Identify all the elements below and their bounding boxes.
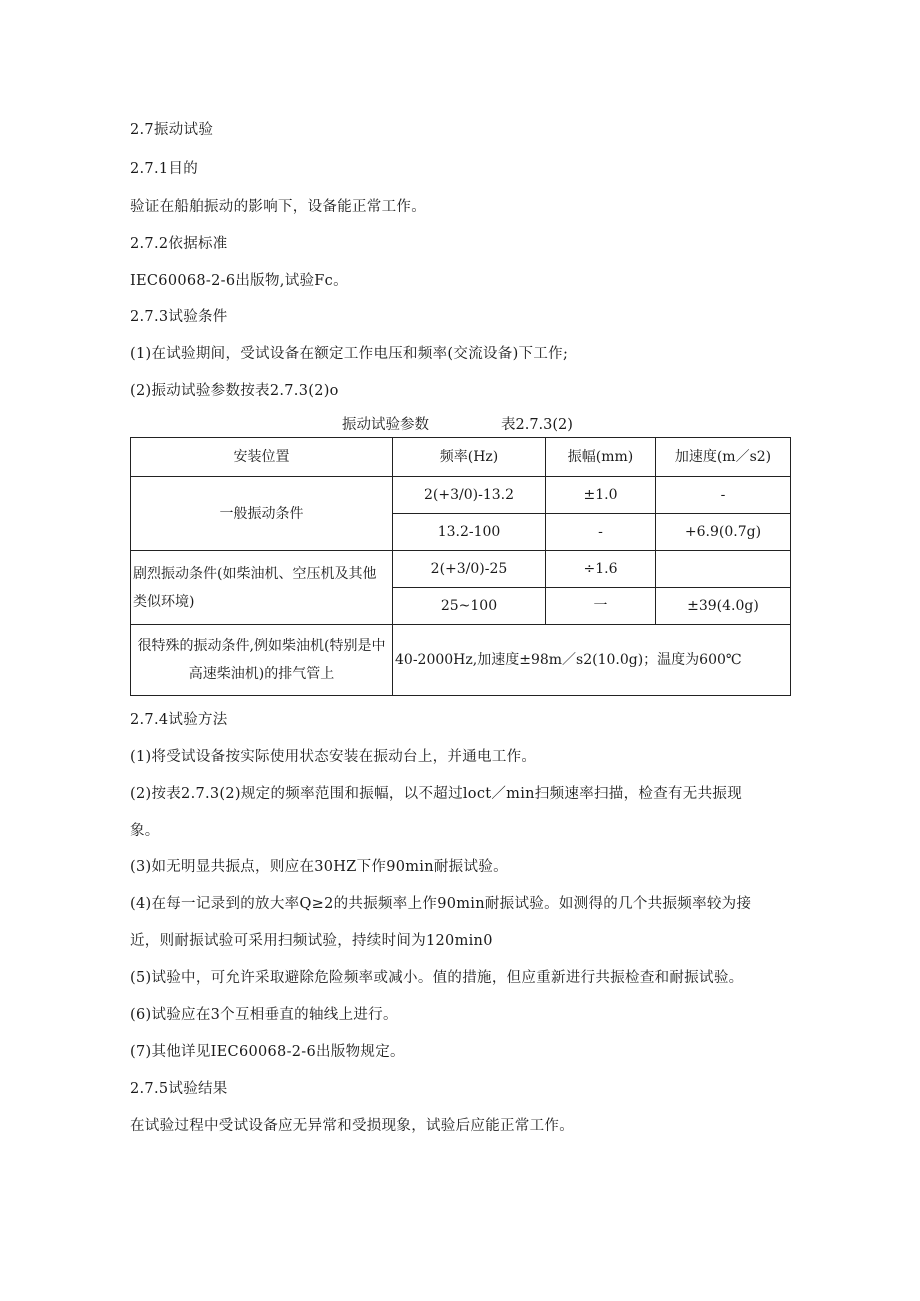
cell-frequency: 2(+3/0)-25 <box>393 551 546 588</box>
table-caption-number: 表2.7.3(2) <box>501 417 573 433</box>
cell-frequency: 2(+3/0)-13.2 <box>393 477 546 514</box>
paragraph-method-6: (6)试验应在3个互相垂直的轴线上进行。 <box>130 1007 398 1023</box>
heading-2-7-2: 2.7.2依据标准 <box>130 236 228 252</box>
heading-2-7-1: 2.7.1目的 <box>130 161 198 177</box>
cell-acceleration <box>656 551 791 588</box>
paragraph-method-2b: 象。 <box>130 823 160 839</box>
paragraph-result: 在试验过程中受试设备应无异常和受损现象，试验后应能正常工作。 <box>130 1118 574 1134</box>
paragraph-method-7: (7)其他详见IEC60068-2-6出版物规定。 <box>130 1044 405 1060</box>
table-header-row <box>131 438 791 477</box>
table-row <box>131 477 791 514</box>
paragraph-condition-2: (2)振动试验参数按表2.7.3(2)o <box>130 383 339 399</box>
paragraph-method-3: (3)如无明显共振点，则应在30HZ下作90min耐振试验。 <box>130 859 508 875</box>
cell-amplitude: ÷1.6 <box>546 551 656 588</box>
cell-amplitude: 一 <box>546 588 656 625</box>
header-acceleration: 加速度(m／s2) <box>656 438 791 477</box>
group-special-label: 很特殊的振动条件,例如柴油机(特别是中高速柴油机)的排气管上 <box>131 625 393 696</box>
group-severe-label: 剧烈振动条件(如柴油机、空压机及其他类似环境) <box>131 551 393 625</box>
header-amplitude: 振幅(mm) <box>546 438 656 477</box>
cell-frequency: 13.2-100 <box>393 514 546 551</box>
table-row <box>131 551 791 588</box>
cell-amplitude: - <box>546 514 656 551</box>
group-general-label: 一般振动条件 <box>131 477 393 551</box>
cell-special-value: 40-2000Hz,加速度±98m／s2(10.0g)；温度为600℃ <box>393 625 791 696</box>
heading-2-7-3: 2.7.3试验条件 <box>130 309 228 325</box>
cell-amplitude: ±1.0 <box>546 477 656 514</box>
paragraph-method-4b: 近，则耐振试验可采用扫频试验，持续时间为120min0 <box>130 933 493 949</box>
cell-acceleration: ±39(4.0g) <box>656 588 791 625</box>
paragraph-standard: IEC60068-2-6出版物,试验Fc。 <box>130 273 348 289</box>
vibration-parameters-table <box>130 437 791 696</box>
cell-acceleration: +6.9(0.7g) <box>656 514 791 551</box>
heading-2-7-4: 2.7.4试验方法 <box>130 712 228 728</box>
paragraph-method-2a: (2)按表2.7.3(2)规定的频率范围和振幅，以不超过loct／min扫频速率扫描，检查有无共振现 <box>130 786 743 802</box>
cell-acceleration: - <box>656 477 791 514</box>
table-caption <box>342 415 573 435</box>
heading-2-7-5: 2.7.5试验结果 <box>130 1081 228 1097</box>
cell-frequency: 25~100 <box>393 588 546 625</box>
paragraph-purpose: 验证在船舶振动的影响下，设备能正常工作。 <box>130 199 426 215</box>
paragraph-method-5: (5)试验中，可允许采取避除危险频率或减小。值的措施，但应重新进行共振检查和耐振试验。 <box>130 970 744 986</box>
heading-2-7: 2.7振动试验 <box>130 122 214 138</box>
table-row <box>131 625 791 696</box>
header-frequency: 频率(Hz) <box>393 438 546 477</box>
table-caption-title: 振动试验参数 <box>342 417 429 433</box>
paragraph-method-4a: (4)在每一记录到的放大率Q≥2的共振频率上作90min耐振试验。如测得的几个共振频率较为接 <box>130 896 752 912</box>
paragraph-condition-1: (1)在试验期间，受试设备在额定工作电压和频率(交流设备)下工作; <box>130 346 569 362</box>
header-position: 安装位置 <box>131 438 393 477</box>
paragraph-method-1: (1)将受试设备按实际使用状态安装在振动台上，并通电工作。 <box>130 749 537 765</box>
